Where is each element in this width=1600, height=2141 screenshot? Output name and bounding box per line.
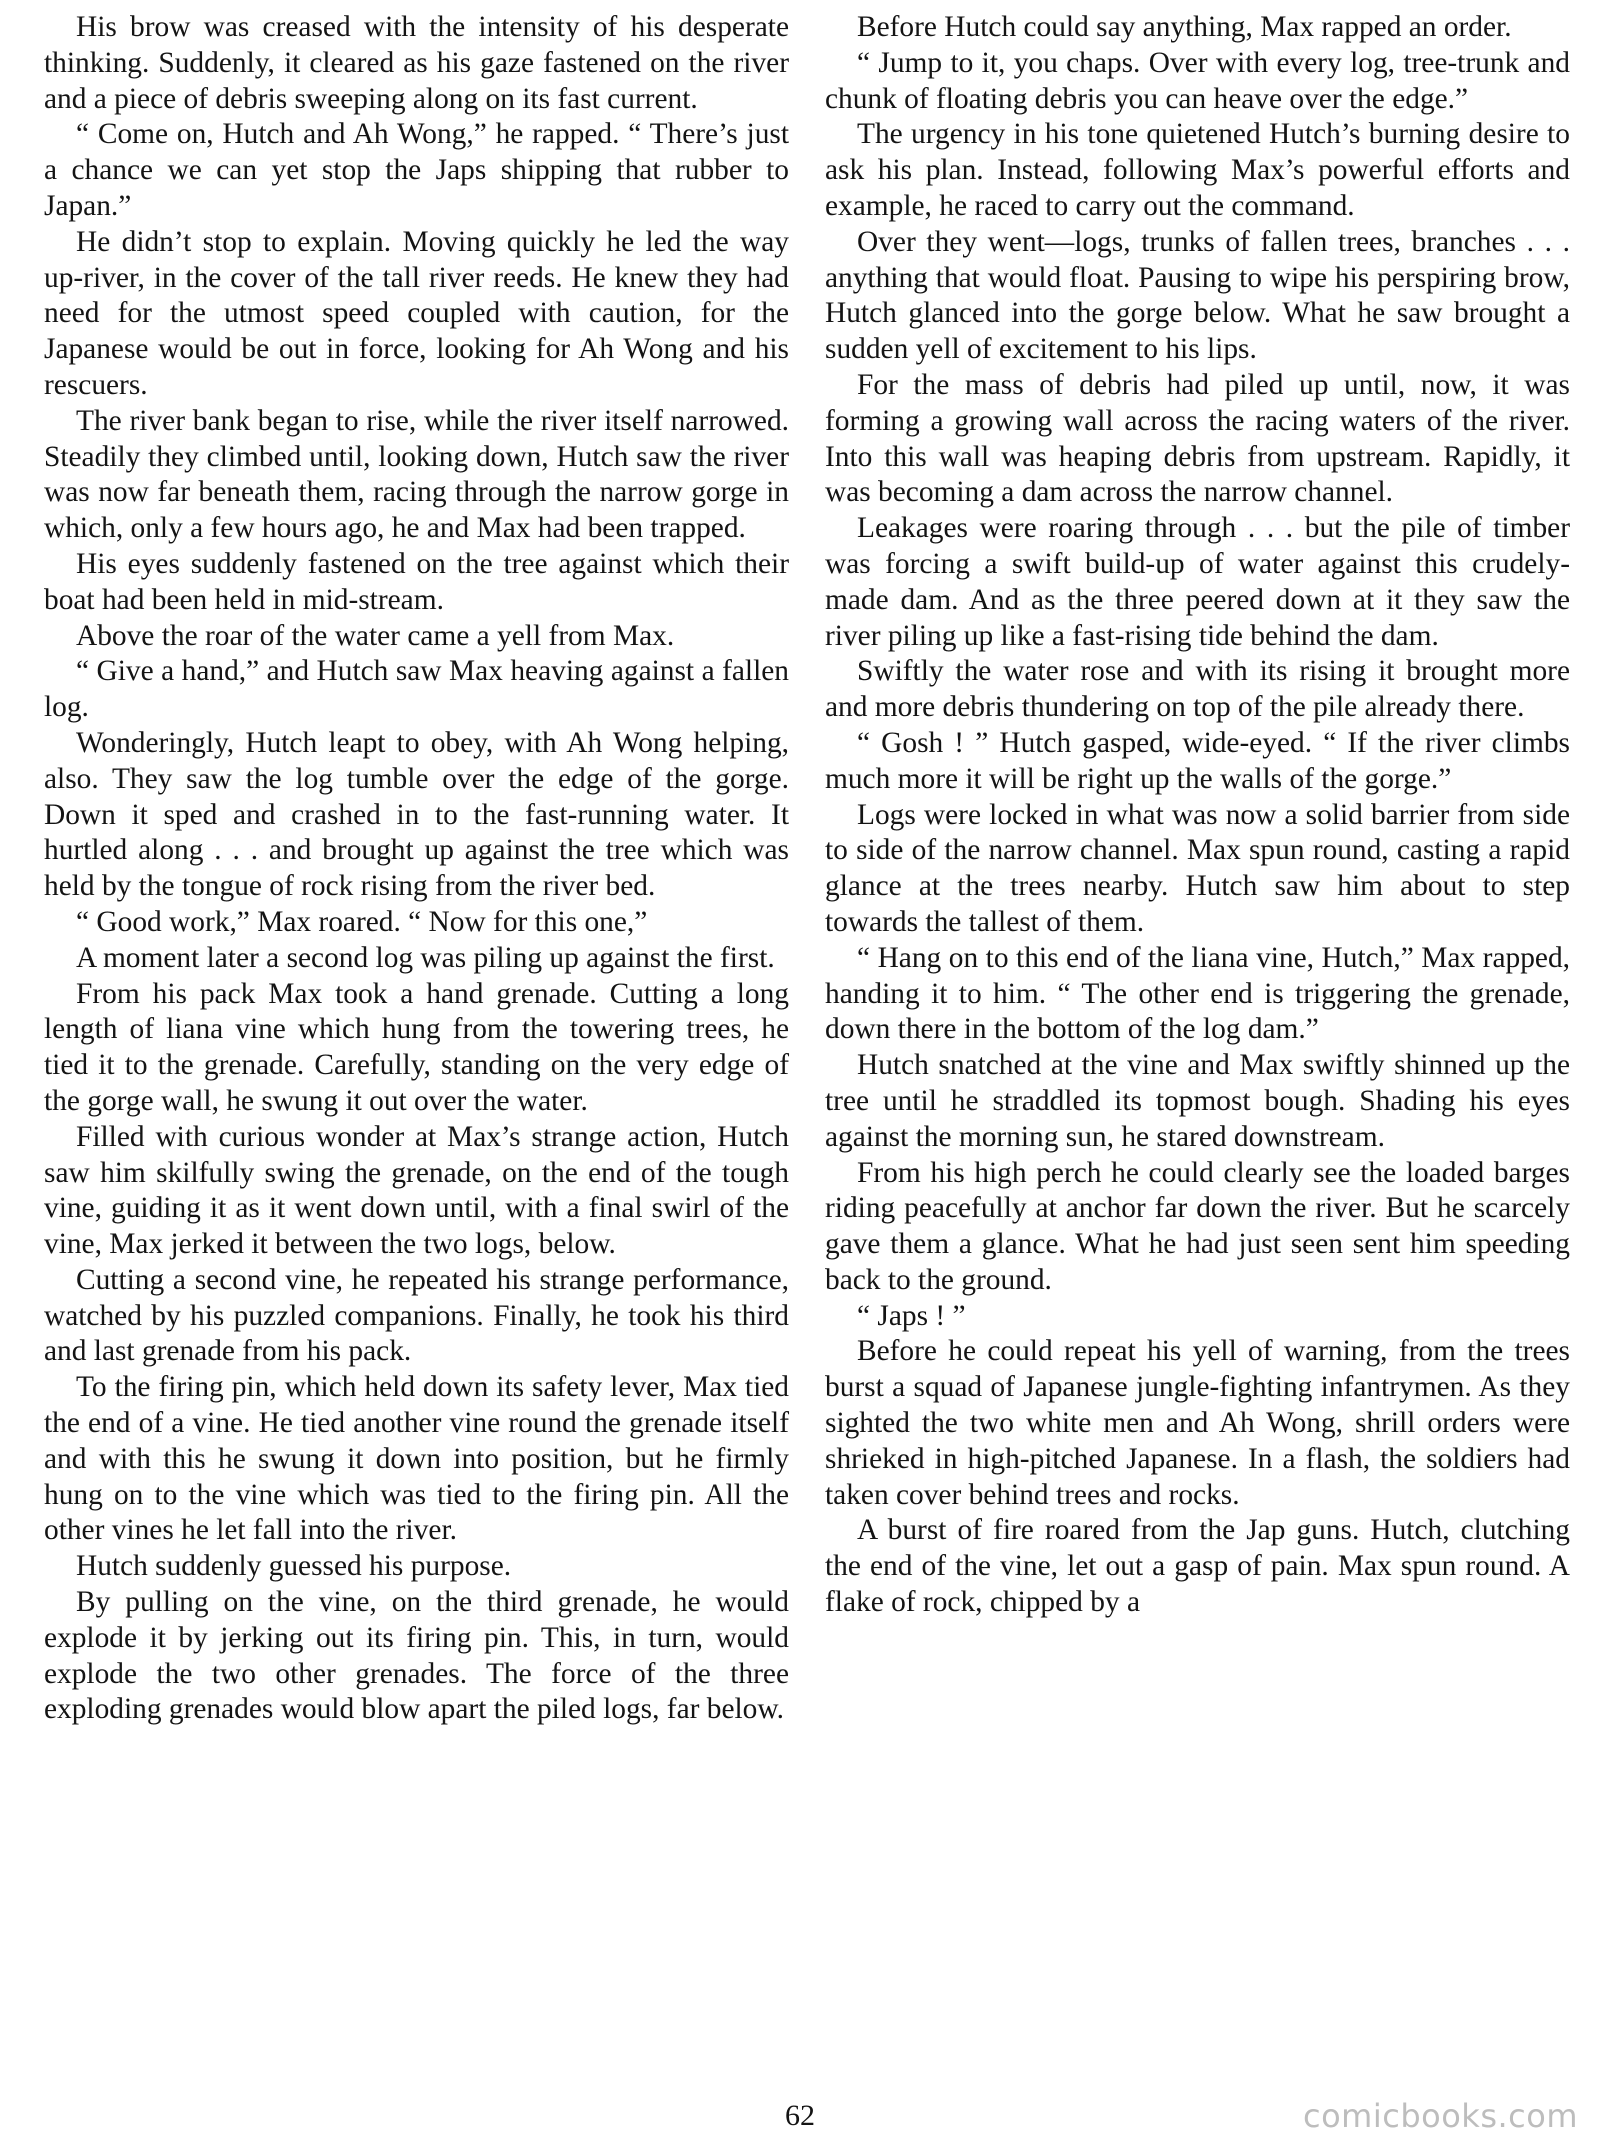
paragraph: Hutch suddenly guessed his purpose. — [76, 1550, 512, 1583]
paragraph: He didn’t stop to explain. Moving quickly he led the way up-river, in the cover of the tall river reeds. He knew they had need for the utmost speed coupled with caution, for the Japanese would be out in force, looking for Ah Wong and his rescuers. — [44, 225, 789, 401]
paragraph: Logs were locked in what was now a solid barrier from side to side of the narrow channel. Max spun round, casting a rapid glance at the trees nearby. Hutch saw him about to step towards the tallest of them. — [825, 798, 1570, 938]
paragraph: “ Jump to it, you chaps. Over with every log, tree-trunk and chunk of floating debris you can heave over the edge.” — [825, 46, 1570, 115]
paragraph: For the mass of debris had piled up until, now, it was forming a growing wall across the racing waters of the river. Into this wall was heaping debris from upstream. Rapidly, it was becoming a dam across the narrow channel. — [825, 368, 1570, 509]
paragraph: Swiftly the water rose and with its rising it brought more and more debris thundering on top of the pile already there. — [825, 655, 1570, 724]
text-column-left — [44, 10, 789, 1728]
paragraph: “ Japs ! ” — [857, 1299, 966, 1332]
page-number: 62 — [785, 2099, 815, 2132]
paragraph: A moment later a second log was piling up against the first. — [76, 941, 775, 974]
paragraph: Hutch snatched at the vine and Max swiftly shinned up the tree until he straddled its topmost bough. Shading his eyes against the morning sun, he stared downstream. — [825, 1049, 1570, 1153]
paragraph: By pulling on the vine, on the third grenade, he would explode it by jerking out its firing pin. This, in turn, would explode the two other grenades. The force of the three exploding grenades would blow apart the piled logs, far below. — [44, 1586, 789, 1726]
paragraph: Leakages were roaring through . . . but the pile of timber was forcing a swift build-up of water against this crudely-made dam. And as the three peered down at it they saw the river piling up like a fast-rising tide behind the dam. — [825, 512, 1570, 652]
paragraph: “ Good work,” Max roared. “ Now for this one,” — [76, 905, 648, 938]
paragraph: From his pack Max took a hand grenade. Cutting a long length of liana vine which hung from the towering trees, he tied it to the grenade. Carefully, standing on the very edge of the gorge wall, he swung it out over the water. — [44, 977, 789, 1117]
paragraph: Over they went—logs, trunks of fallen trees, branches . . . anything that would float. Pausing to wipe his perspiring brow, Hutch glanced into the gorge below. What he saw brought a sudden yell of excitement to his lips. — [825, 225, 1570, 366]
watermark: comicbooks.com — [1302, 2097, 1578, 2135]
paragraph: “ Come on, Hutch and Ah Wong,” he rapped. “ There’s just a chance we can yet stop the Japs shipping that rubber to Japan.” — [44, 118, 789, 222]
paragraph: Before Hutch could say anything, Max rapped an order. — [857, 11, 1512, 43]
paragraph: A burst of fire roared from the Jap guns. Hutch, clutching the end of the vine, let out a gasp of pain. Max spun round. A flake of rock, chipped by a — [825, 1514, 1570, 1619]
paragraph: The urgency in his tone quietened Hutch’s burning desire to ask his plan. Instead, following Max’s powerful efforts and example, he raced to carry out the command. — [825, 118, 1570, 222]
paragraph: From his high perch he could clearly see the loaded barges riding peacefully at anchor far down the river. But he scarcely gave them a glance. What he had just seen sent him speeding back to the ground. — [825, 1156, 1570, 1296]
text-column-right — [825, 10, 1570, 1621]
paragraph: Wonderingly, Hutch leapt to obey, with Ah Wong helping, also. They saw the log tumble over the edge of the gorge. Down it sped and crashed in to the fast-running water. It hurtled along . . . and brought up against the tree which was held by the tongue of rock rising from the river bed. — [44, 726, 789, 903]
paragraph: Filled with curious wonder at Max’s strange action, Hutch saw him skilfully swing the grenade, on the end of the tough vine, guiding it as it went down until, with a final swirl of the vine, Max jerked it between the two logs, below. — [44, 1120, 789, 1261]
paragraph: “ Give a hand,” and Hutch saw Max heaving against a fallen log. — [44, 655, 789, 724]
paragraph: Above the roar of the water came a yell from Max. — [76, 619, 675, 652]
paragraph: “ Hang on to this end of the liana vine, Hutch,” Max rapped, handing it to him. “ The other end is triggering the grenade, down there in the bottom of the log dam.” — [825, 941, 1570, 1046]
paragraph: “ Gosh ! ” Hutch gasped, wide-eyed. “ If the river climbs much more it will be right up the walls of the gorge.” — [825, 726, 1570, 795]
paragraph: His eyes suddenly fastened on the tree against which their boat had been held in mid-stream. — [44, 547, 789, 616]
paragraph: To the firing pin, which held down its safety lever, Max tied the end of a vine. He tied another vine round the grenade itself and with this he swung it down into position, but he firmly hung on to the vine which was tied to the firing pin. All the other vines he let fall into the river. — [44, 1371, 789, 1547]
paragraph: Before he could repeat his yell of warning, from the trees burst a squad of Japanese jungle-fighting infantrymen. As they sighted the two white men and Ah Wong, shrill orders were shrieked in high-pitched Japanese. In a flash, the soldiers had taken cover behind trees and rocks. — [825, 1335, 1570, 1511]
paragraph: The river bank began to rise, while the river itself narrowed. Steadily they climbed until, looking down, Hutch saw the river was now far beneath them, racing through the narrow gorge in which, only a few hours ago, he and Max had been trapped. — [44, 404, 789, 545]
paragraph: His brow was creased with the intensity of his desperate thinking. Suddenly, it cleared as his gaze fastened on the river and a piece of debris sweeping along on its fast current. — [44, 11, 789, 115]
paragraph: Cutting a second vine, he repeated his strange performance, watched by his puzzled companions. Finally, he took his third and last grenade from his pack. — [44, 1263, 789, 1368]
